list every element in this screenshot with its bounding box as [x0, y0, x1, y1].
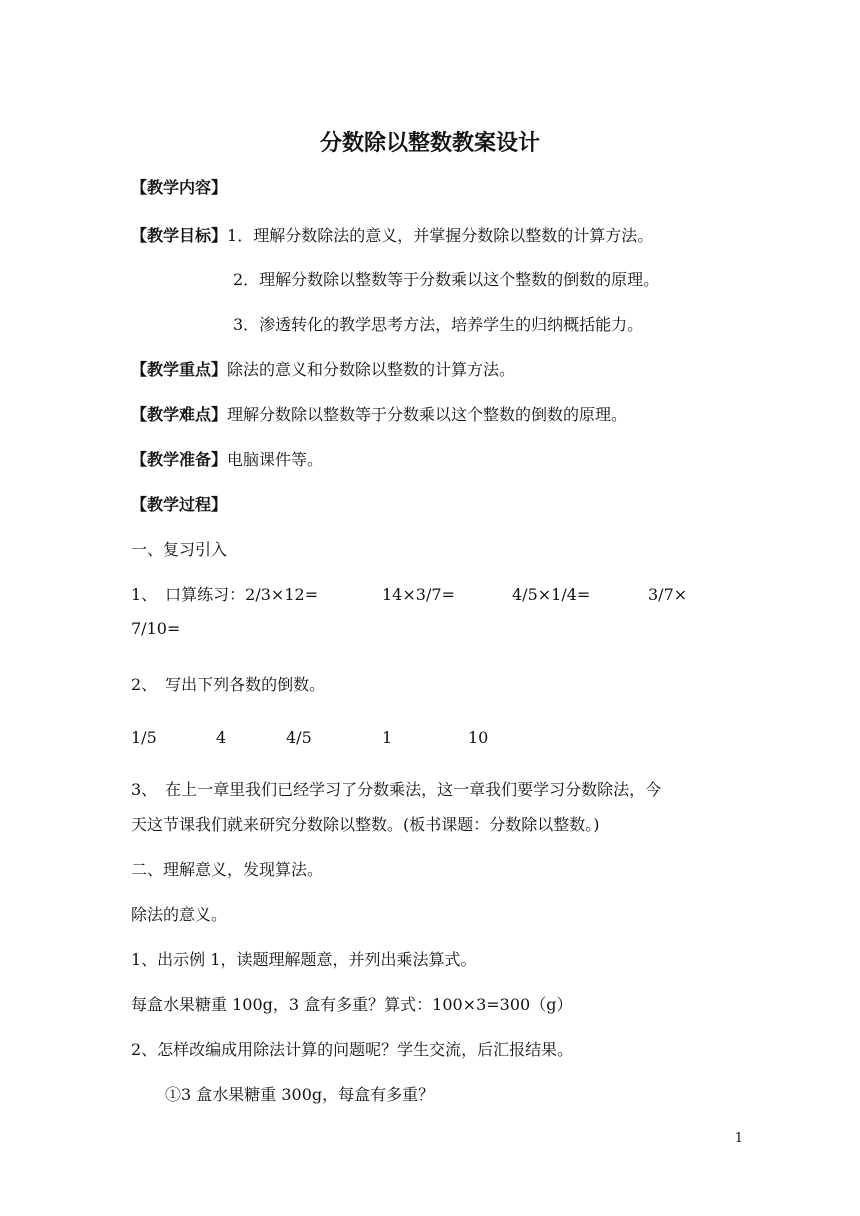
- reciprocal-3: 4/5: [286, 728, 312, 747]
- keypoint-row: [131, 360, 515, 380]
- mental-math-c: 4/5×1/4=: [512, 585, 591, 604]
- mental-math-wrap: 7/10=: [131, 619, 181, 638]
- reciprocal-5: 10: [468, 728, 489, 747]
- content-heading: 【教学内容】: [131, 178, 228, 197]
- goals-row: [131, 226, 653, 246]
- mental-math-lead: 1、 口算练习：2/3×12=: [131, 585, 319, 604]
- section-2-heading: 二、理解意义，发现算法。: [131, 860, 324, 879]
- item-3-line-2: 天这节课我们就来研究分数除以整数。(板书课题：分数除以整数。): [131, 815, 600, 834]
- keypoint-heading: 【教学重点】: [131, 360, 228, 379]
- keypoint-text: 除法的意义和分数除以整数的计算方法。: [227, 360, 516, 379]
- step-2: 2、怎样改编成用除法计算的问题呢？学生交流，后汇报结果。: [131, 1040, 574, 1059]
- reciprocal-2: 4: [216, 728, 227, 747]
- difficulty-row: [131, 405, 627, 425]
- difficulty-heading: 【教学难点】: [131, 405, 228, 424]
- division-meaning: 除法的意义。: [131, 905, 228, 924]
- section-1-heading: 一、复习引入: [131, 540, 228, 559]
- page-number: 1: [734, 1131, 743, 1146]
- item-3-line-1: 3、 在上一章里我们已经学习了分数乘法，这一章我们要学习分数除法，今: [131, 780, 662, 799]
- mental-math-d: 3/7×: [648, 585, 688, 604]
- prep-text: 电脑课件等。: [227, 450, 324, 469]
- sub-question-1: ①3 盒水果糖重 300g，每盒有多重？: [165, 1085, 435, 1104]
- goal-3: 3．渗透转化的教学思考方法，培养学生的归纳概括能力。: [233, 315, 644, 334]
- document-title: 分数除以整数教案设计: [319, 131, 540, 156]
- item-2-line: 2、 写出下列各数的倒数。: [131, 675, 326, 694]
- prep-row: [131, 450, 323, 470]
- goal-2: 2．理解分数除以整数等于分数乘以这个整数的倒数的原理。: [233, 270, 660, 289]
- goal-1: 1．理解分数除法的意义，并掌握分数除以整数的计算方法。: [227, 226, 654, 245]
- reciprocal-1: 1/5: [131, 728, 157, 747]
- example-text: 每盒水果糖重 100g，3 盒有多重？算式：100×3=300（g）: [131, 995, 573, 1014]
- difficulty-text: 理解分数除以整数等于分数乘以这个整数的倒数的原理。: [227, 405, 628, 424]
- process-heading: 【教学过程】: [131, 495, 228, 514]
- item-1-line: [131, 585, 318, 605]
- prep-heading: 【教学准备】: [131, 450, 228, 469]
- mental-math-b: 14×3/7=: [382, 585, 455, 604]
- goals-heading: 【教学目标】: [131, 226, 228, 245]
- step-1: 1、出示例 1，读题理解题意，并列出乘法算式。: [131, 950, 477, 969]
- reciprocal-4: 1: [382, 728, 393, 747]
